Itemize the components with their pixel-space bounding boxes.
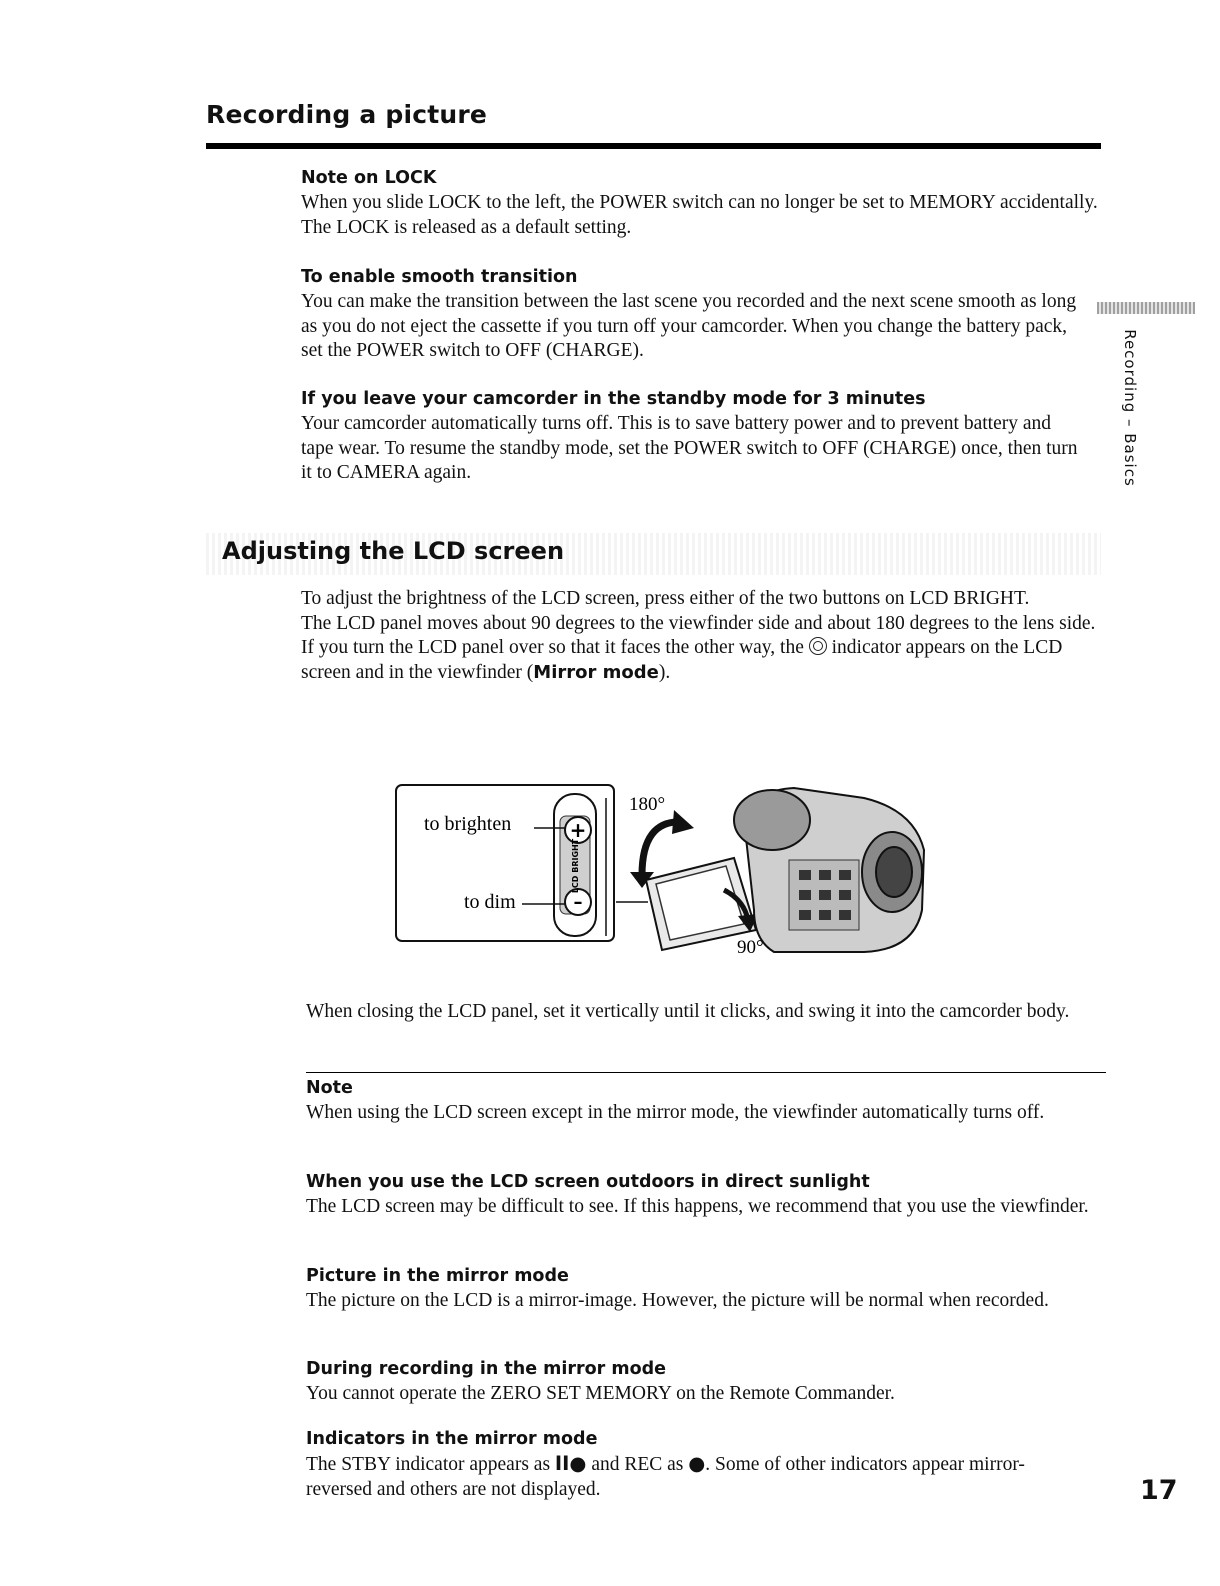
section-indicators bbox=[306, 1429, 1076, 1502]
section-recording-mirror bbox=[306, 1359, 1106, 1407]
section-heading: To enable smooth transition bbox=[301, 267, 578, 287]
lcd-para-3-a: If you turn the LCD panel over so that it faces the other way, the bbox=[301, 637, 804, 658]
section-title-lcd: Adjusting the LCD screen bbox=[222, 537, 565, 565]
section-body: When using the LCD screen except in the mirror mode, the viewfinder automatically turns off. bbox=[306, 1102, 1045, 1123]
section-note-on-lock bbox=[301, 168, 1101, 240]
angle-180-label: 180° bbox=[629, 794, 666, 815]
section-body: You can make the transition between the last scene you recorded and the next scene smooth as long as you do not eject the cassette if you turn off your camcorder. When you change the battery pack, set the POWER switch to OFF (CHARGE). bbox=[301, 291, 1077, 361]
side-tab-marker bbox=[1097, 302, 1195, 314]
lcd-para-3-b: indicator appears on the LCD screen and in the viewfinder ( bbox=[301, 637, 1063, 683]
angle-90-label: 90° bbox=[737, 937, 764, 958]
section-note bbox=[306, 1078, 1106, 1126]
page-number: 17 bbox=[1140, 1475, 1178, 1506]
page-title: Recording a picture bbox=[206, 100, 488, 129]
control-button bbox=[799, 870, 811, 880]
lcd-para-1: To adjust the brightness of the LCD screen, press either of the two buttons on LCD BRIGHT. bbox=[301, 588, 1030, 609]
lcd-closing: When closing the LCD panel, set it vertically until it clicks, and swing it into the camcorder body. bbox=[306, 1001, 1070, 1022]
control-button bbox=[819, 870, 831, 880]
section-smooth-transition bbox=[301, 267, 1081, 364]
section-heading: During recording in the mirror mode bbox=[306, 1359, 667, 1379]
section-heading: Note bbox=[306, 1078, 353, 1098]
section-body: The STBY indicator appears as II● and REC as ●. Some of other indicators appear mirror-reversed and others are not displayed. bbox=[306, 1452, 1025, 1500]
section-body: The LCD screen may be difficult to see. If this happens, we recommend that you use the viewfinder. bbox=[306, 1196, 1089, 1217]
lcd-para-3 bbox=[301, 636, 1101, 685]
arrow-180-head bbox=[672, 810, 694, 834]
section-heading: If you leave your camcorder in the standby mode for 3 minutes bbox=[301, 389, 926, 409]
viewfinder bbox=[734, 790, 810, 850]
section-body: When you slide LOCK to the left, the POWER switch can no longer be set to MEMORY accidentally. The LOCK is released as a default setting. bbox=[301, 192, 1098, 238]
section-sunlight bbox=[306, 1172, 1106, 1220]
control-button bbox=[839, 870, 851, 880]
rec-symbol: ● bbox=[688, 1452, 706, 1475]
lcd-para-2: The LCD panel moves about 90 degrees to the viewfinder side and about 180 degrees to the lens side. bbox=[301, 612, 1096, 634]
section-body: The picture on the LCD is a mirror-image. However, the picture will be normal when recorded. bbox=[306, 1290, 1049, 1311]
control-button bbox=[839, 910, 851, 920]
section-heading: Picture in the mirror mode bbox=[306, 1266, 569, 1286]
to-brighten-label: to brighten bbox=[424, 813, 512, 835]
control-button bbox=[799, 890, 811, 900]
section-heading: Indicators in the mirror mode bbox=[306, 1429, 598, 1449]
control-button bbox=[819, 910, 831, 920]
side-label: Recording – Basics bbox=[1121, 329, 1139, 487]
section-heading: When you use the LCD screen outdoors in direct sunlight bbox=[306, 1172, 870, 1192]
lcd-paragraphs bbox=[301, 587, 1101, 685]
section-heading: Note on LOCK bbox=[301, 168, 437, 188]
mirror-mode-label: Mirror mode bbox=[533, 661, 659, 683]
control-button bbox=[819, 890, 831, 900]
control-button bbox=[799, 910, 811, 920]
note-rule bbox=[306, 1072, 1106, 1073]
stby-symbol: II● bbox=[554, 1452, 587, 1475]
to-dim-label: to dim bbox=[464, 891, 516, 913]
minus-sign: – bbox=[573, 892, 583, 913]
lens bbox=[876, 847, 912, 897]
lcd-para-3-c: ). bbox=[658, 661, 671, 683]
section-body: Your camcorder automatically turns off. This is to save battery power and to prevent battery and tape wear. To resume the standby mode, set the POWER switch to OFF (CHARGE) once, then turn it to CAMERA again. bbox=[301, 413, 1078, 483]
control-button bbox=[839, 890, 851, 900]
lcd-bright-label: LCD BRIGHT bbox=[571, 838, 580, 894]
plus-sign: + bbox=[569, 818, 587, 842]
title-rule bbox=[206, 143, 1101, 149]
lcd-figure bbox=[394, 780, 934, 960]
section-picture-mirror bbox=[306, 1266, 1106, 1314]
section-standby bbox=[301, 389, 1081, 486]
mirror-mode-icon bbox=[809, 637, 827, 655]
section-body: You cannot operate the ZERO SET MEMORY on the Remote Commander. bbox=[306, 1383, 895, 1404]
